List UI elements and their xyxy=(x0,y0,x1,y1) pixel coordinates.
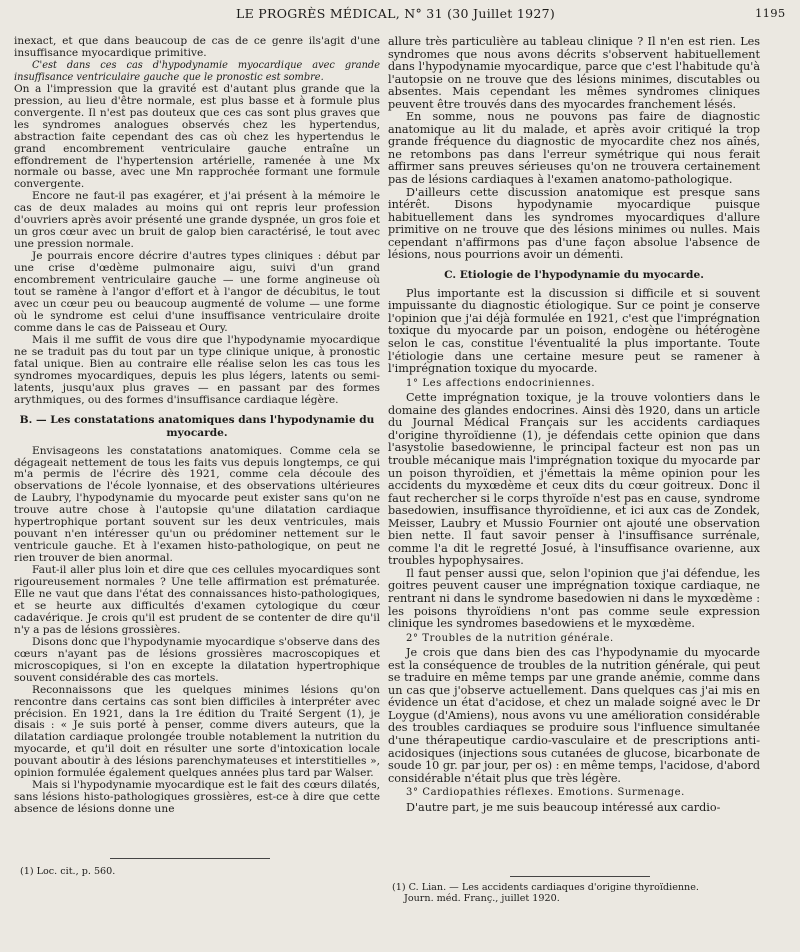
footnote-right-line-1: (1) C. Lian. — Les accidents cardiaques d'origine thyroïdienne. xyxy=(392,882,699,893)
paragraph: Cette imprégnation toxique, je la trouve volontiers dans le domaine des glandes endocrines. Ainsi dès 1920, dans un article du Journal Médical Français sur les accidents cardiaques d'origine thyroïdienne (1), je défendais cette opinion que dans l'asystolie basedowienne, le principal facteur est non pas un trouble mécanique mais l'imprégnation toxique du myocarde par un poison thyroïdien, et j'émettais la même opinion pour les accidents du myxœdème et ceux dits du cœur goitreux. Donc il faut rechercher si le corps thyroïde n'est pas en cause, syndrome basedowien, insuffisance thyroïdienne, et ici aux cas de Zondek, Meisser, Laubry et Mussio Fournier ont ajouté une observation bien nette. Il faut savoir penser à l'insuffisance surrénale, comme l'a dit le regretté Josué, à l'insuffisance ovarienne, aux troubles hypophysaires. xyxy=(388,391,760,568)
paragraph: Encore ne faut-il pas exagérer, et j'ai présent à la mémoire le cas de deux malades au moins qui ont repris leur profession d'ouvriers après avoir présenté une grande dyspnée, un gros foie et un gros cœur avec un bruit de galop bien caractérisé, le tout avec une pression normale. xyxy=(14,190,380,251)
section-heading: C. Etiologie de l'hypodynamie du myocarde. xyxy=(444,268,704,281)
paragraph: Il faut penser aussi que, selon l'opinion que j'ai défendue, les goitres peuvent causer une imprégnation toxique cardiaque, ne rentrant ni dans le syndrome basedowien ni dans le myxœdème : les poisons thyroïdiens n'ont pas comme seule expression clinique les syndromes basedowiens et le myxœdème. xyxy=(388,566,760,631)
paragraph: Je crois que dans bien des cas l'hypodynamie du myocarde est la conséquence de troubles de la nutrition générale, qui peut se traduire en même temps par une grande anémie, comme dans un cas que j'observe actuellement. Dans quelques cas j'ai mis en évidence un état d'acidose, et chez un malade soigné avec le Dr Loygue (d'Amiens), nous avons vu une amélioration considérable des troubles cardiaques se produire sous l'influence simultanée d'une thérapeutique cardio-vasculaire et de prescriptions anti-acidosiques (injections sous cutanées de glucose, bicarbonate de soude 10 gr. par jour, per os) : en même temps, l'acidose, d'abord considérable n'était plus que très légère. xyxy=(388,646,760,785)
paragraph: Je pourrais encore décrire d'autres types cliniques : début par une crise d'œdème pulmonaire aigu, suivi d'un grand encombrement ventriculaire gauche — une forme angineuse où tout se ramène à l'angor d'effort et à l'angor de décubitus, le tout avec un cœur peu ou beaucoup augmenté de volume — une forme où le syndrome est celui d'une insuffisance ventriculaire droite comme dans le cas de Paisseau et Oury. xyxy=(14,250,380,334)
paragraph: C'est dans ces cas d'hypodynamie myocardique avec grande insuffisance ventriculaire gauche que le pronostic est sombre. xyxy=(14,59,380,83)
footnote-left: (1) Loc. cit., p. 560. xyxy=(20,866,116,877)
paragraph: D'autre part, je me suis beaucoup intéressé aux cardio- xyxy=(406,800,721,814)
page-number: 1195 xyxy=(755,6,786,20)
paragraph: allure très particulière au tableau clinique ? Il n'en est rien. Les syndromes que nous avons décrits s'observent habituellement dans l'hypodynamie myocardique, parce que c'est l'habitude qu'à l'autopsie on ne trouve que des lésions minimes, discutables ou absentes. Mais cependant les mêmes syndromes cliniques peuvent être trouvés dans des myocardes franchement lésés. xyxy=(388,35,760,111)
footnote-rule-right xyxy=(510,876,650,877)
right-column xyxy=(388,36,760,814)
footnote-right xyxy=(392,882,699,904)
paragraph: inexact, et que dans beaucoup de cas de ce genre ils'agit d'une insuffisance myocardique primitive. xyxy=(14,35,380,59)
footnote-rule-left xyxy=(110,858,270,859)
section-heading: B. — Les constatations anatomiques dans l'hypodynamie du myocarde. xyxy=(19,413,375,439)
running-header-title: LE PROGRÈS MÉDICAL, N° 31 (30 Juillet 1927) xyxy=(236,6,556,21)
paragraph: Envisageons les constatations anatomiques. Comme cela se dégageait nettement de tous les faits vus depuis longtemps, ce qui m'a permis de l'écrire dès 1921, comme cela découle des observations de l'école lyonnaise, et des observations ultérieures de Laubry, l'hypodynamie du myocarde peut exister sans qu'on ne trouve autre chose à l'autopsie qu'une dilatation cardiaque hypertrophique portant souvent sur les deux ventricules, mais pouvant n'en intéresser qu'un ou prédominer nettement sur le ventricule gauche. Et à l'examen histo-pathologique, on peut ne rien trouver de bien anormal. xyxy=(14,444,380,565)
footnote-right-line-2: Journ. méd. Franç., juillet 1920. xyxy=(404,893,560,904)
paragraph: En somme, nous ne pouvons pas faire de diagnostic anatomique au lit du malade, et après avoir critiqué la trop grande fréquence du diagnostic de myocardite chez nos aînés, ne retombons pas dans l'erreur symétrique qui nous ferait affirmer sans preuves sérieuses qu'on ne trouvera certainement pas de lésions cardiaques à l'examen anatomo-pathologique. xyxy=(388,110,760,187)
subsection-heading: 3° Cardiopathies réflexes. Emotions. Surmenage. xyxy=(406,787,685,799)
paragraph: Plus importante est la discussion si difficile et si souvent impuissante du diagnostic étiologique. Sur ce point je conserve l'opinion que j'ai déjà formulée en 1921, c'est que l'imprégnation toxique du myocarde par un poison, endogène ou hétérogène selon le cas, constitue l'éventualité la plus importante. Toute l'étiologie dans une certaine mesure peut se ramener à l'imprégnation toxique du myocarde. xyxy=(388,286,760,376)
paragraph: Mais si l'hypodynamie myocardique est le fait des cœurs dilatés, sans lésions histo-pathologiques grossières, est-ce à dire que cette absence de lésions donne une xyxy=(14,779,380,816)
subsection-heading: 1° Les affections endocriniennes. xyxy=(406,377,596,389)
paragraph: Faut-il aller plus loin et dire que ces cellules myocardiques sont rigoureusement normales ? Une telle affirmation est prématurée. Elle ne vaut que dans l'état des connaissances histo-pathologiques, et se heurte aux difficultés d'examen cytologique du cœur cadavérique. Je crois qu'il est prudent de se contenter de dire qu'il n'y a pas de lésions grossières. xyxy=(14,564,380,636)
paragraph: Disons donc que l'hypodynamie myocardique s'observe dans des cœurs n'ayant pas de lésions grossières macroscopiques et microscopiques, si l'on en excepte la dilatation hypertrophique souvent considérable des cas mortels. xyxy=(14,635,380,684)
left-column xyxy=(14,36,380,816)
subsection-heading: 2° Troubles de la nutrition générale. xyxy=(406,632,614,644)
paragraph: D'ailleurs cette discussion anatomique est presque sans intérêt. Disons hypodynamie myocardique puisque habituellement dans les syndromes myocardiques d'allure primitive on ne trouve que des lésions minimes ou nulles. Mais cependant n'affirmons pas d'une façon absolue l'absence de lésions, nous pourrions avoir un démenti. xyxy=(388,185,760,262)
paragraph: Mais il me suffit de vous dire que l'hypodynamie myocardique ne se traduit pas du tout par un type clinique unique, à pronostic fatal unique. Bien au contraire elle réalise selon les cas tous les syndromes myocardiques, depuis les plus légers, latents ou semi-latents, jusqu'aux plus graves — en passant par des formes arythmiques, ou des formes d'insuffisance cardiaque légère. xyxy=(14,333,380,406)
paragraph: Reconnaissons que les quelques minimes lésions qu'on rencontre dans certains cas sont bien difficiles à interpréter avec précision. En 1921, dans la 1re édition du Traité Sergent (1), je disais : « Je suis porté à penser, comme divers auteurs, que la dilatation cardiaque prolongée trouble notablement la nutrition du myocarde, et qu'il doit en résulter une sorte d'intoxication locale pouvant aboutir à des lésions parenchymateuses et interstitielles », opinion formulée également quelques années plus tard par Walser. xyxy=(14,683,380,780)
paragraph: On a l'impression que la gravité est d'autant plus grande que la pression, au lieu d'être normale, est plus basse et à formule plus convergente. Il n'est pas douteux que ces cas sont plus graves que les syndromes analogues observés chez les hypertendus, abstraction faite cependant des cas où chez les hypertendus le grand encombrement ventriculaire gauche entraîne un effondrement de l'hypertension artérielle, ramenée à une Mx normale ou basse, avec une Mn rapprochée formant une formule convergente. xyxy=(14,82,380,191)
